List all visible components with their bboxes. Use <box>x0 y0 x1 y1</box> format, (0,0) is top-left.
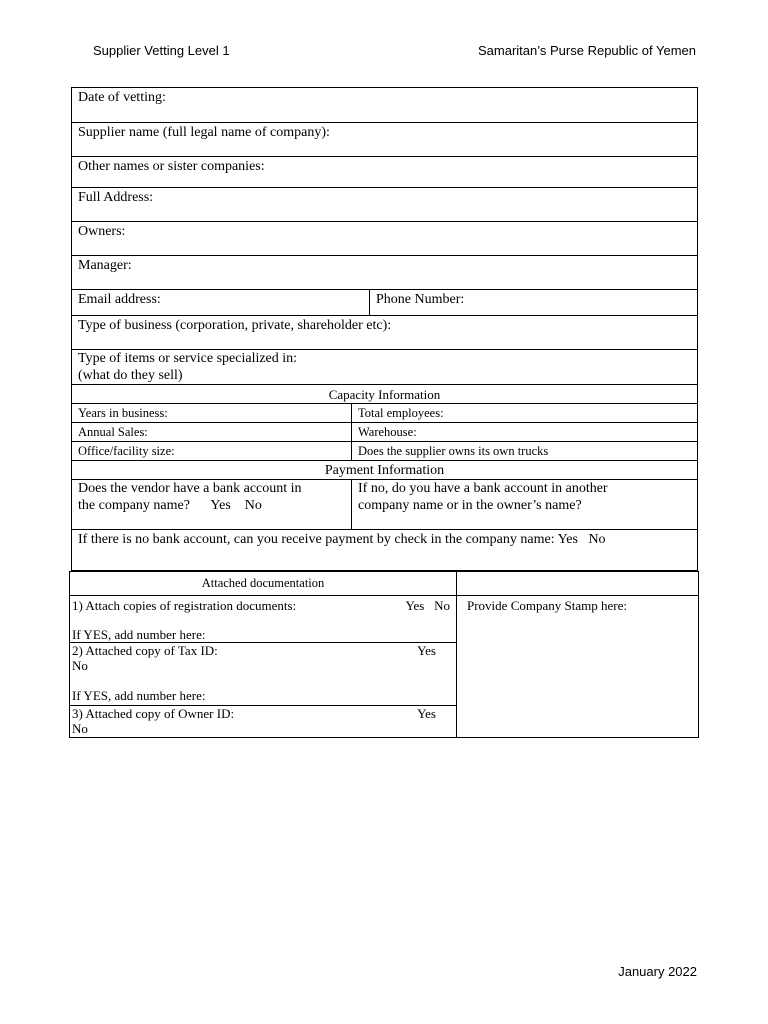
own-trucks-label: Does the supplier owns its own trucks <box>358 444 549 458</box>
years-in-business-field[interactable] <box>72 404 352 423</box>
office-size-label: Office/facility size: <box>78 444 175 458</box>
bank-account-question[interactable] <box>72 480 352 530</box>
phone-field[interactable] <box>370 290 698 316</box>
warehouse-label: Warehouse: <box>358 425 417 439</box>
capacity-header-label: Capacity Information <box>328 386 441 402</box>
registration-documents-item[interactable] <box>70 596 457 643</box>
owner-id-item[interactable] <box>70 706 457 738</box>
items-specialized-field[interactable] <box>72 350 698 385</box>
total-employees-field[interactable] <box>352 404 698 423</box>
owner-id-yes[interactable]: Yes <box>417 706 436 721</box>
years-in-business-label: Years in business: <box>78 406 168 420</box>
full-address-label: Full Address: <box>78 190 154 205</box>
annual-sales-label: Annual Sales: <box>78 425 148 439</box>
registration-yes-no[interactable]: Yes No <box>405 598 450 613</box>
annual-sales-field[interactable] <box>72 423 352 442</box>
header-organization: Samaritan’s Purse Republic of Yemen <box>478 43 696 58</box>
date-of-vetting-field[interactable] <box>72 88 698 123</box>
total-employees-label: Total employees: <box>358 406 444 420</box>
items-specialized-label: Type of items or service specialized in: <box>78 351 298 366</box>
items-specialized-sublabel: (what do they sell) <box>78 368 183 383</box>
alternate-bank-question[interactable] <box>352 480 698 530</box>
bank-account-question-line2: the company name? Yes No <box>78 498 262 513</box>
attached-documentation-label: Attached documentation <box>201 576 325 590</box>
attached-documentation-header <box>70 572 457 596</box>
own-trucks-field[interactable] <box>352 442 698 461</box>
date-of-vetting-label: Date of vetting: <box>78 90 166 105</box>
payment-section-header <box>72 461 698 480</box>
check-payment-question[interactable] <box>72 530 698 571</box>
capacity-section-header <box>72 385 698 404</box>
tax-id-yes[interactable]: Yes <box>417 643 436 658</box>
company-stamp-area[interactable] <box>457 596 699 738</box>
registration-documents-line <box>72 598 456 613</box>
business-type-label: Type of business (corporation, private, shareholder etc): <box>78 318 392 333</box>
office-size-field[interactable] <box>72 442 352 461</box>
tax-id-followup: If YES, add number here: <box>72 688 206 703</box>
bank-account-question-line1: Does the vendor have a bank account in <box>78 481 302 496</box>
business-type-field[interactable] <box>72 316 698 350</box>
other-names-label: Other names or sister companies: <box>78 159 265 174</box>
registration-followup: If YES, add number here: <box>72 627 206 642</box>
full-address-field[interactable] <box>72 188 698 222</box>
supplier-name-field[interactable] <box>72 123 698 157</box>
tax-id-no[interactable]: No <box>72 658 88 673</box>
registration-documents-label: 1) Attach copies of registration documents: <box>72 598 297 613</box>
check-payment-label: If there is no bank account, can you receive payment by check in the company name: Yes No <box>78 532 606 547</box>
company-stamp-label: Provide Company Stamp here: <box>467 598 627 613</box>
payment-header-label: Payment Information <box>324 462 445 478</box>
alternate-bank-question-line1: If no, do you have a bank account in another <box>358 481 608 496</box>
owner-id-line <box>72 706 456 721</box>
owner-id-no[interactable]: No <box>72 721 88 736</box>
supplier-info-table <box>71 87 698 571</box>
stamp-header-cell <box>457 572 699 596</box>
supplier-name-label: Supplier name (full legal name of company): <box>78 125 330 140</box>
footer-date: January 2022 <box>618 964 697 979</box>
email-label: Email address: <box>78 292 161 307</box>
owners-label: Owners: <box>78 224 126 239</box>
tax-id-item[interactable] <box>70 643 457 706</box>
email-field[interactable] <box>72 290 370 316</box>
owners-field[interactable] <box>72 222 698 256</box>
alternate-bank-question-line2: company name or in the owner’s name? <box>358 498 582 513</box>
tax-id-label: 2) Attached copy of Tax ID: <box>72 643 218 658</box>
owner-id-label: 3) Attached copy of Owner ID: <box>72 706 235 721</box>
attached-documentation-table <box>69 571 699 738</box>
warehouse-field[interactable] <box>352 423 698 442</box>
tax-id-line <box>72 643 456 658</box>
other-names-field[interactable] <box>72 157 698 188</box>
phone-label: Phone Number: <box>376 292 465 307</box>
manager-field[interactable] <box>72 256 698 290</box>
header-title: Supplier Vetting Level 1 <box>93 43 230 58</box>
manager-label: Manager: <box>78 258 132 273</box>
